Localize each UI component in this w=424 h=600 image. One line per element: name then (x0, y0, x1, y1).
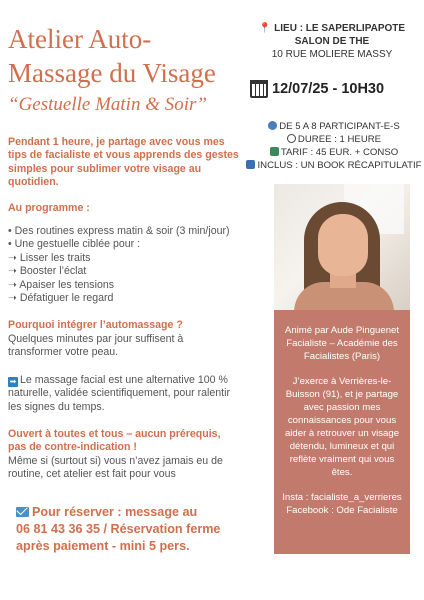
location-block (246, 22, 418, 61)
calendar-icon (250, 80, 268, 98)
arrow-right-icon: ➡ (9, 376, 17, 386)
location-pin-icon: 📍 (258, 23, 272, 34)
date-row (250, 80, 420, 98)
list-item: ➝ Défatiguer le regard (8, 292, 114, 305)
list-item: • Une gestuelle ciblée pour : (8, 238, 141, 251)
subtitle: “Gestuelle Matin & Soir” (8, 94, 207, 115)
location-address: 10 RUE MOLIERE MASSY (271, 49, 393, 60)
why-heading: Pourquoi intégrer l’automassage ? (8, 319, 183, 332)
price-text: TARIF : 45 EUR. + CONSO (280, 147, 399, 158)
bio-intro: Animé par Aude Pinguenet Facialiste – Académie des Facialistes (Paris) (284, 325, 400, 362)
natural-text: Le massage facial est une alternative 100 % naturelle, validée scientifiquement, pour ralentir les signes du temps. (8, 373, 231, 413)
reserve-line-3: après paiement - mini 5 pers. (16, 539, 190, 553)
open-text: Même si (surtout si) vous n’avez jamais eu de routine, cet atelier est fait pour vous (8, 454, 223, 481)
open-heading: Ouvert à toutes et tous – aucun prérequis, pas de contre-indication ! (8, 427, 221, 454)
reservation-info (16, 504, 256, 555)
location-label: LIEU : LE SAPERLIPAPOTE (274, 23, 406, 34)
why-section (8, 319, 240, 359)
money-icon (270, 147, 279, 156)
description-column (8, 136, 240, 496)
included-text: INCLUS : UN BOOK RÉCAPITULATIF (257, 160, 422, 171)
program-heading: Au programme : (8, 201, 90, 214)
participants-text: DE 5 A 8 PARTICIPANT-E-S (279, 121, 400, 132)
mail-icon (16, 507, 29, 517)
location-venue: SALON DE THE (294, 36, 370, 47)
open-section (8, 428, 240, 482)
timer-icon (287, 134, 296, 143)
natural-section (8, 374, 240, 414)
title-line-1: Atelier Auto- (8, 24, 152, 54)
portrait-photo (274, 184, 410, 310)
why-text: Quelques minutes par jour suffisent à transformer votre peau. (8, 332, 184, 359)
list-item: ➝ Lisser les traits (8, 251, 91, 264)
event-date: 12/07/25 - 10H30 (272, 81, 385, 97)
page-title (8, 22, 258, 90)
title-line-2: Massage du Visage (8, 58, 216, 88)
reserve-line-1: Pour réserver : message au (32, 505, 198, 519)
list-item: • Des routines express matin & soir (3 min/jour) (8, 225, 230, 238)
facebook-handle: Facebook : Ode Facialiste (286, 505, 398, 516)
bio-card (274, 310, 410, 554)
bio-text: J’exerce à Verrières-le-Buisson (91), et je partage avec passion mes connaissances pour vous aider à retrouver un visage détendu, lumineux et qui reflète vraiment qui vous êtes. (284, 376, 400, 478)
list-item: ➝ Apaiser les tensions (8, 278, 115, 291)
intro-text: Pendant 1 heure, je partage avec vous mes tips de facialiste et vous apprends des gestes simples pour sublimer votre visage au quotidien. (8, 136, 239, 189)
program-list (8, 225, 240, 305)
reserve-line-2: 06 81 43 36 35 / Réservation ferme (16, 522, 221, 536)
insta-handle: Insta : facialiste_a_verrieres (282, 492, 402, 503)
book-icon (246, 160, 255, 169)
people-icon (268, 121, 277, 130)
duration-text: DUREE : 1 HEURE (297, 134, 382, 145)
list-item: ➝ Booster l’éclat (8, 265, 87, 278)
event-details (244, 120, 424, 172)
